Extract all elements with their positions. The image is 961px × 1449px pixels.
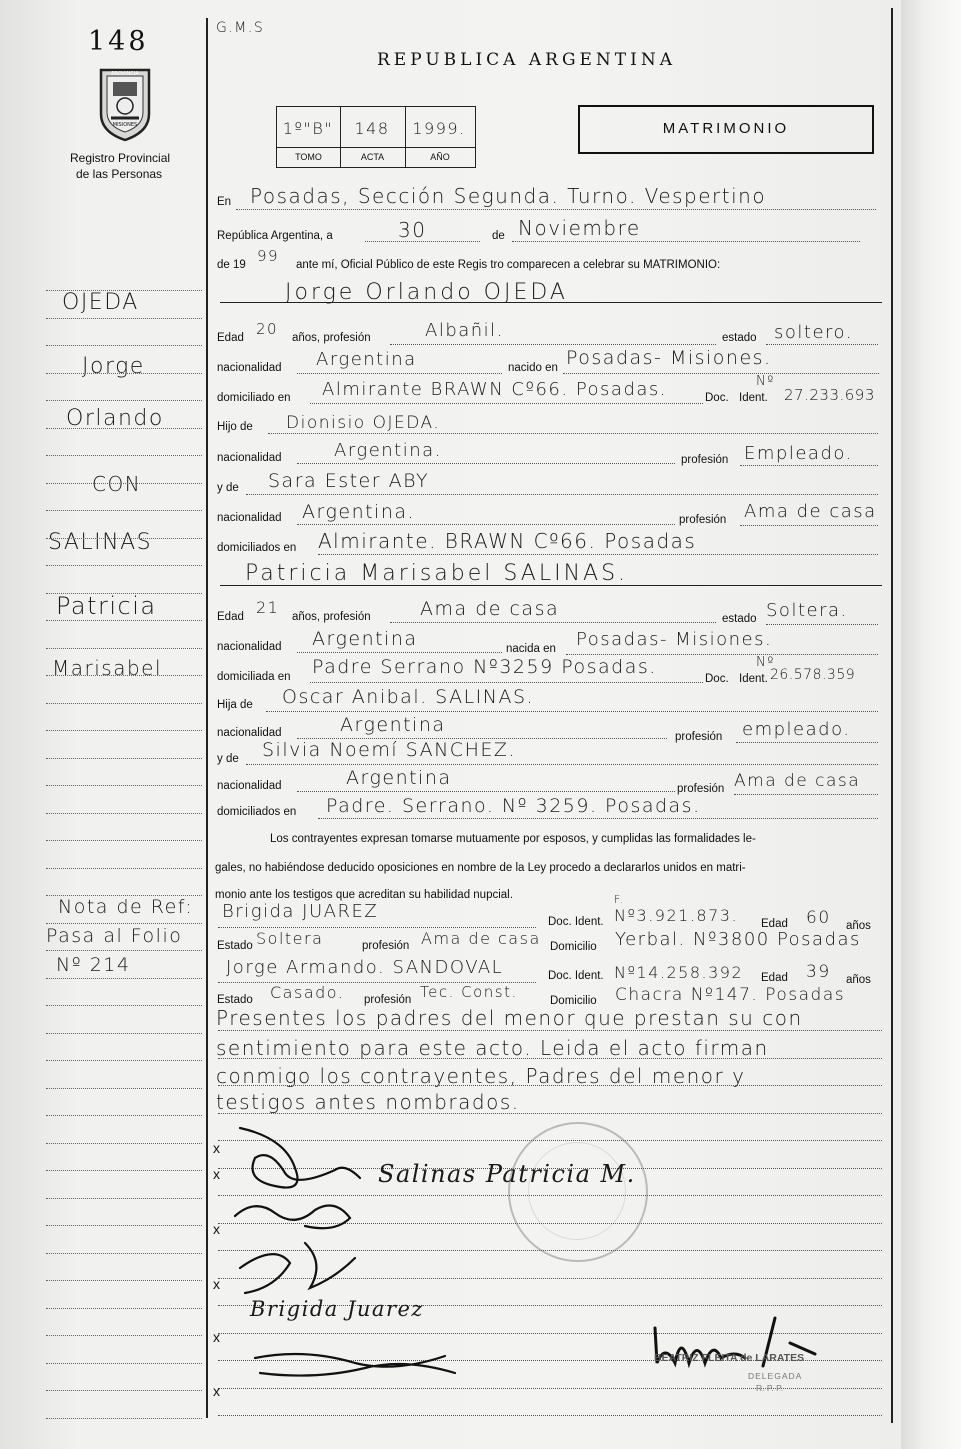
bride-mother-profession: Ama de casa	[734, 771, 861, 791]
witness1-prof-label: profesión	[362, 940, 410, 952]
registry-name: Registro Provincial	[70, 151, 171, 165]
bride-nacida-label: nacida en	[506, 643, 556, 655]
margin-dotted-line	[46, 565, 202, 566]
official-stamp-name: BEATRIZ FLEITA de LARATES	[654, 1352, 805, 1364]
observation-line-1: Presentes los padres del menor que prestan su con	[216, 1006, 803, 1030]
witness1-profession: Ama de casa	[421, 929, 541, 948]
witness1-edad-label: Edad	[761, 918, 788, 930]
bride-mother: Silvia Noemí SANCHEZ.	[262, 739, 516, 761]
groom-yde-label: y de	[217, 482, 239, 494]
groom-anos-prof-label: años, profesión	[292, 332, 371, 344]
margin-dotted-line	[46, 950, 202, 951]
margin-dotted-line	[46, 923, 202, 924]
country-title: REPUBLICA ARGENTINA	[377, 50, 677, 70]
margin-dotted-line	[46, 1115, 202, 1116]
bride-doc-ne: Nº	[756, 655, 775, 670]
document-type-box	[578, 105, 874, 154]
body-line-3: monio ante los testigos que acreditan su habilidad nupcial.	[215, 889, 513, 901]
bride-hija-label: Hija de	[217, 699, 253, 711]
groom-address: Almirante BRAWN Cº66. Posadas.	[322, 379, 668, 400]
groom-nac-label: nacionalidad	[217, 362, 282, 374]
tomo-value: 1º"B"	[282, 119, 334, 138]
observation-line-4: testigos antes nombrados.	[216, 1090, 520, 1114]
bride-ident-label: Ident.	[739, 673, 768, 685]
margin-dotted-line	[46, 290, 202, 291]
margin-dotted-line	[46, 428, 202, 429]
witness2-age: 39	[806, 962, 831, 982]
groom-mother-nationality: Argentina.	[302, 501, 416, 523]
margin-dotted-line	[46, 1308, 202, 1309]
margin-dotted-line	[46, 675, 202, 676]
margin-dotted-line	[46, 703, 202, 704]
page-edge	[901, 0, 961, 1449]
margin-surname: OJEDA	[62, 290, 139, 315]
bride-doc-number: 26.578.359	[770, 667, 856, 683]
body-line-1: Los contrayentes expresan tomarse mutuamente por esposos, y cumplidas las formalidades le-	[270, 833, 756, 845]
signature-scribble-2	[235, 1206, 350, 1229]
margin-dotted-line	[46, 730, 202, 731]
witness2-anos-label: años	[846, 974, 871, 986]
witness2-doc-number: Nº14.258.392	[614, 963, 744, 982]
margin-dotted-line	[46, 1088, 202, 1089]
groom-mother-profession: Ama de casa	[744, 501, 877, 522]
groom-dom-label: domiciliado en	[217, 392, 291, 404]
body-line-2: gales, no habiéndose deducido oposiciones en nombre de la Ley procedo a declararlos unidos en matri-	[215, 862, 746, 874]
signature-groom-scribble	[240, 1128, 360, 1188]
witness1-age: 60	[806, 908, 831, 928]
bride-edad-label: Edad	[217, 611, 244, 623]
margin-dotted-line	[46, 1280, 202, 1281]
margin-name-2: Orlando	[66, 406, 164, 431]
margin-dotted-line	[46, 895, 202, 896]
republica-label: República Argentina, a	[217, 230, 333, 242]
month: Noviembre	[518, 216, 641, 240]
bride-mother-prof-label: profesión	[677, 783, 725, 795]
margin-name-1: Jorge	[82, 354, 145, 379]
bride-father-nac-label: nacionalidad	[217, 727, 282, 739]
groom-doc-ne: Nº	[756, 374, 775, 389]
mark-x-3: x	[213, 1221, 220, 1237]
groom-name: Jorge Orlando OJEDA	[285, 280, 568, 305]
margin-dotted-line	[46, 1033, 202, 1034]
witness1-name: Brigida JUAREZ	[222, 901, 379, 922]
bride-parents-address: Padre. Serrano. Nº 3259. Posadas.	[326, 795, 701, 817]
margin-dotted-line	[46, 868, 202, 869]
witness2-prof-label: profesión	[364, 994, 412, 1006]
page-number: 148	[88, 26, 149, 57]
margin-dotted-line	[46, 785, 202, 786]
margin-con: CON	[92, 472, 142, 496]
groom-estado-label: estado	[722, 332, 757, 344]
groom-hijo-label: Hijo de	[217, 421, 253, 433]
witness1-doc-f: F.	[614, 893, 626, 906]
margin-rule	[206, 18, 208, 1418]
de-label: de	[492, 230, 505, 242]
margin-dotted-line	[46, 1335, 202, 1336]
bride-parents-dom-label: domiciliados en	[217, 806, 297, 818]
witness1-doc-label: Doc. Ident.	[548, 916, 604, 928]
witness1-address: Yerbal. Nº3800 Posadas	[615, 929, 861, 950]
witness2-doc-label: Doc. Ident.	[548, 970, 604, 982]
signature-scribble-4	[255, 1354, 455, 1376]
bride-nationality: Argentina	[312, 628, 418, 650]
acta-label: ACTA	[360, 152, 385, 162]
groom-birthplace: Posadas- Misiones.	[566, 347, 772, 369]
margin-dotted-line	[46, 373, 202, 374]
bride-prof-label: profesión	[675, 731, 723, 743]
bride-yde-label: y de	[217, 753, 239, 765]
groom-nationality: Argentina	[316, 349, 417, 370]
bride-mother-nationality: Argentina	[346, 767, 452, 789]
margin-dotted-line	[46, 1225, 202, 1226]
margin-note-ref: Nota de Ref:	[58, 896, 194, 918]
bride-father-profession: empleado.	[742, 719, 851, 740]
groom-father-nac-label: nacionalidad	[217, 452, 282, 464]
groom-edad-label: Edad	[217, 332, 244, 344]
mark-x-6: x	[213, 1383, 220, 1399]
signature-dotted-line	[218, 1085, 882, 1086]
witness2-name: Jorge Armando. SANDOVAL	[226, 957, 504, 978]
margin-dotted-line	[46, 1060, 202, 1061]
margin-dotted-line	[46, 593, 202, 594]
margin-dotted-line	[46, 400, 202, 401]
groom-parents-address: Almirante. BRAWN Cº66. Posadas	[318, 529, 697, 553]
groom-doc-label: Doc.	[705, 392, 729, 404]
margin-dotted-line	[46, 455, 202, 456]
witness1-anos-label: años	[846, 920, 871, 932]
bride-nac-label: nacionalidad	[217, 641, 282, 653]
signature-dotted-line	[218, 1058, 882, 1059]
signature-dotted-line	[218, 1113, 882, 1114]
margin-dotted-line	[46, 1170, 202, 1171]
official-stamp-role: DELEGADA	[748, 1371, 803, 1381]
witness1-doc-number: Nº3.921.873.	[614, 906, 739, 925]
margin-dotted-line	[46, 538, 202, 539]
document-type: MATRIMONIO	[662, 120, 790, 137]
bride-address: Padre Serrano Nº3259 Posadas.	[312, 656, 657, 678]
observation-line-2: sentimiento para este acto. Leida el acto firman	[216, 1036, 769, 1060]
margin-note-folio: Pasa al Folio	[46, 925, 183, 947]
witness1-estado-label: Estado	[217, 940, 253, 952]
margin-dotted-line	[46, 318, 202, 319]
margin-dotted-line	[46, 483, 202, 484]
observation-line-3: conmigo los contrayentes, Padres del menor y	[216, 1064, 746, 1088]
mark-x-2: x	[213, 1166, 220, 1182]
signature-scribble-3	[240, 1243, 355, 1293]
bride-mother-nac-label: nacionalidad	[217, 780, 282, 792]
tomo-acta-box	[276, 106, 476, 168]
bride-doc-label: Doc.	[705, 673, 729, 685]
year-prefix: de 19	[217, 259, 246, 271]
signature-juarez: Brigida Juarez	[250, 1297, 424, 1321]
margin-dotted-line	[46, 1418, 202, 1419]
groom-father: Dionisio OJEDA.	[286, 413, 441, 433]
bride-anos-prof-label: años, profesión	[292, 611, 371, 623]
witness1-dom-label: Domicilio	[550, 941, 597, 953]
groom-father-profession: Empleado.	[744, 443, 853, 464]
anio-value: 1999.	[412, 119, 466, 138]
witness2-dom-label: Domicilio	[550, 995, 597, 1007]
witness2-address: Chacra Nº147. Posadas	[615, 985, 846, 1005]
groom-age: 20	[256, 320, 279, 338]
witness2-civil-status: Casado.	[270, 983, 345, 1002]
margin-dotted-line	[46, 1143, 202, 1144]
bride-profession: Ama de casa	[420, 598, 560, 620]
groom-doc-number: 27.233.693	[784, 386, 875, 404]
margin-dotted-line	[46, 1253, 202, 1254]
emblem-text-top: PROVINCIA	[111, 71, 139, 77]
groom-prof-label: profesión	[681, 454, 729, 466]
coat-of-arms-icon	[93, 64, 157, 144]
groom-mother-prof-label: profesión	[679, 514, 727, 526]
groom-father-nationality: Argentina.	[334, 440, 442, 461]
margin-dotted-line	[46, 648, 202, 649]
bride-dom-label: domiciliada en	[217, 671, 291, 683]
official-stamp-office: R. P. P.	[756, 1383, 784, 1393]
year-suffix: 99	[257, 247, 280, 265]
margin-bride-name-2: Marisabel	[52, 656, 163, 680]
margin-bride-surname: SALINAS	[48, 530, 153, 555]
groom-profession: Albañil.	[425, 320, 504, 341]
margin-dotted-line	[46, 1390, 202, 1391]
registry-name-2: de las Personas	[76, 167, 163, 181]
margin-dotted-line	[46, 345, 202, 346]
margin-dotted-line	[46, 620, 202, 621]
tomo-label: TOMO	[295, 152, 322, 162]
groom-mother: Sara Ester ABY	[268, 470, 430, 492]
day: 30	[398, 218, 427, 242]
signature-dotted-line	[218, 1030, 882, 1031]
bride-name: Patricia Marisabel SALINAS.	[245, 561, 629, 586]
bride-father: Oscar Anibal. SALINAS.	[282, 686, 535, 708]
groom-nacido-label: nacido en	[508, 362, 558, 374]
margin-dotted-line	[46, 510, 202, 511]
margin-note-number: Nº 214	[56, 954, 131, 976]
en-label: En	[217, 196, 232, 208]
declaration: ante mí, Oficial Público de este Regis tro comparecen a celebrar su MATRIMONIO:	[296, 259, 721, 271]
emblem-text-bottom: MISIONES	[112, 122, 138, 128]
groom-ident-label: Ident.	[739, 392, 768, 404]
anio-label: AÑO	[430, 152, 450, 162]
margin-dotted-line	[46, 1005, 202, 1006]
margin-bride-name-1: Patricia	[56, 592, 157, 620]
mark-x-1: x	[213, 1140, 220, 1156]
witness2-edad-label: Edad	[761, 972, 788, 984]
groom-parents-dom-label: domiciliados en	[217, 542, 297, 554]
initials: G.M.S	[216, 20, 265, 36]
witness2-estado-label: Estado	[217, 994, 253, 1006]
margin-dotted-line	[46, 978, 202, 979]
margin-dotted-line	[46, 758, 202, 759]
mark-x-5: x	[213, 1329, 220, 1345]
witness2-profession: Tec. Const.	[420, 983, 518, 1001]
bride-age: 21	[256, 598, 280, 617]
margin-dotted-line	[46, 1363, 202, 1364]
bride-civil-status: Soltera.	[766, 600, 848, 621]
bride-estado-label: estado	[722, 613, 757, 625]
signature-salinas: Salinas Patricia M.	[378, 1160, 636, 1188]
groom-mother-nac-label: nacionalidad	[217, 512, 282, 524]
margin-dotted-line	[46, 813, 202, 814]
place: Posadas, Sección Segunda. Turno. Vespertino	[250, 184, 767, 208]
acta-value: 148	[354, 119, 390, 138]
bride-father-nationality: Argentina	[340, 714, 446, 736]
mark-x-4: x	[213, 1276, 220, 1292]
bride-birthplace: Posadas- Misiones.	[576, 629, 773, 650]
margin-dotted-line	[46, 840, 202, 841]
witness1-civil-status: Soltera	[256, 929, 324, 948]
margin-dotted-line	[46, 1198, 202, 1199]
groom-civil-status: soltero.	[774, 322, 853, 343]
